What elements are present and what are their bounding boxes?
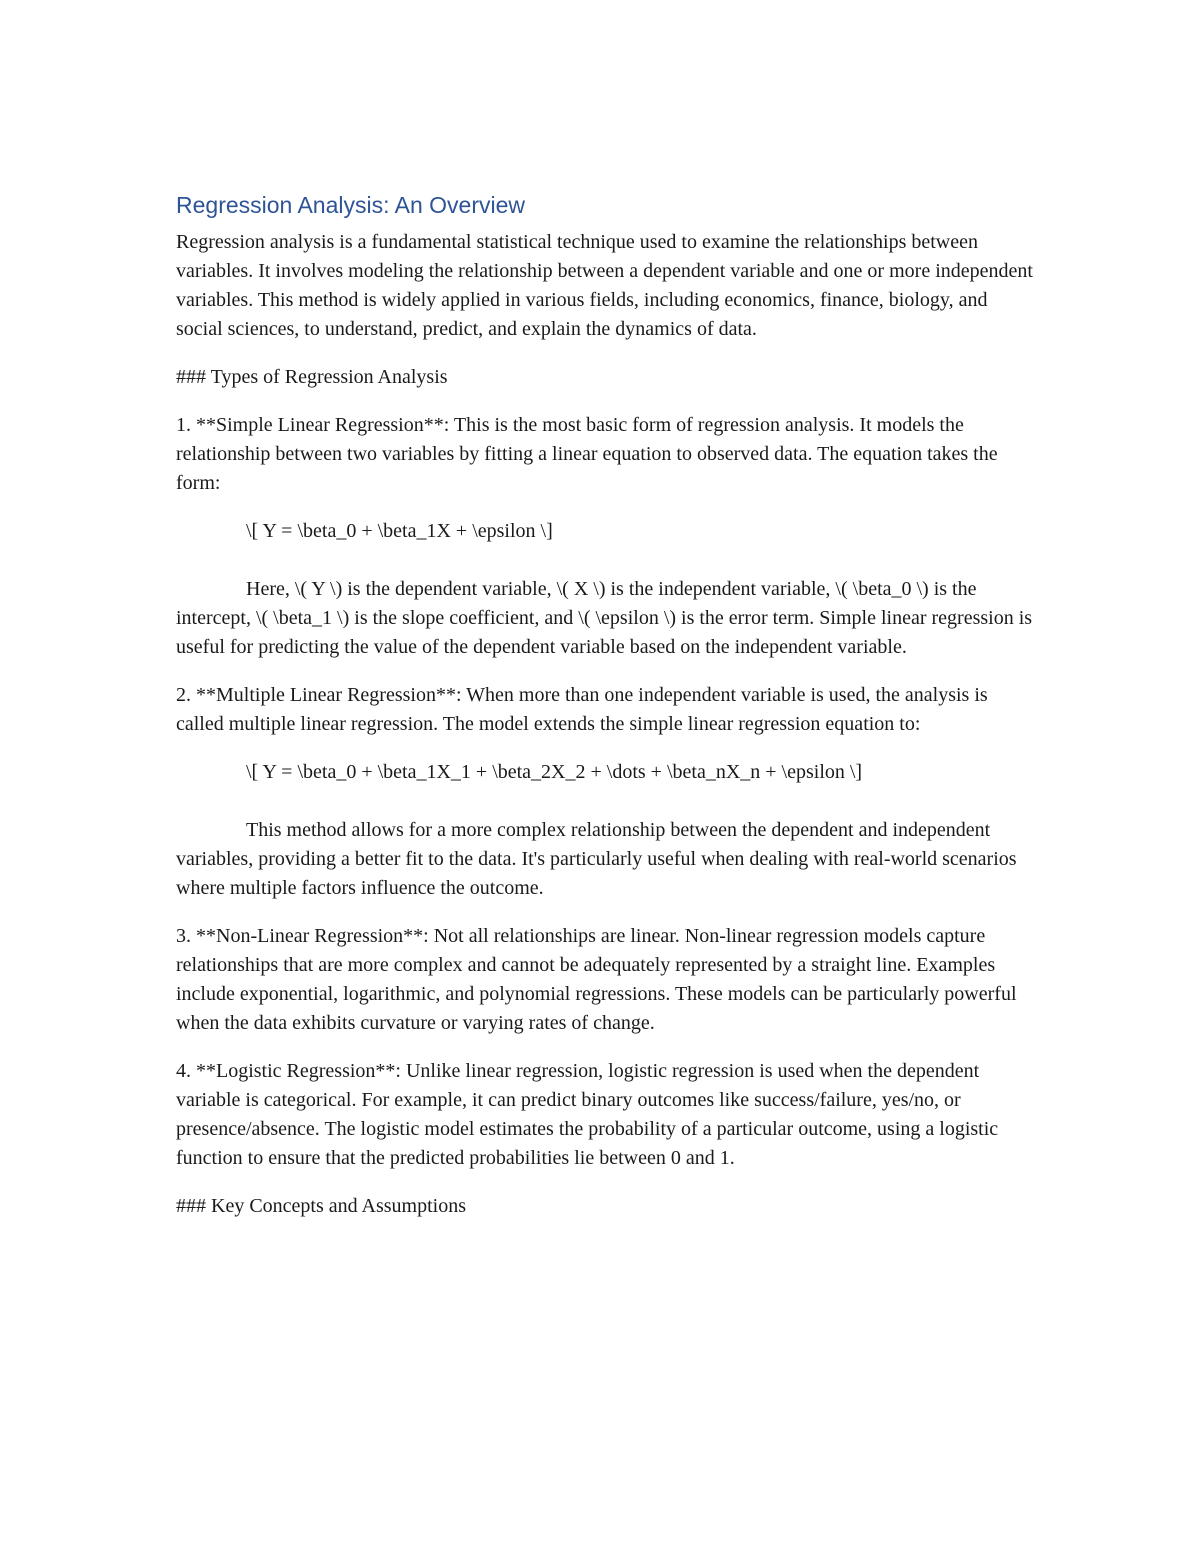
explanation-simple-linear: Here, \( Y \) is the dependent variable, \( X \) is the independent variable, \( \beta_0 \) is the intercept, \( \beta_1 \) is the slope coefficient, and \( \epsilon \) is the error term. Simple linear regression is useful for predicting the value of the dependent variable based on the independent variable.	[176, 578, 1033, 658]
list-item-logistic: 4. **Logistic Regression**: Unlike linear regression, logistic regression is used when the dependent variable is categorical. For example, it can predict binary outcomes like success/failure, yes/no, or presence/absence. The logistic model estimates the probability of a particular outcome, using a logistic function to ensure that the predicted probabilities lie between 0 and 1.	[176, 1060, 999, 1169]
section-heading-concepts: ### Key Concepts and Assumptions	[176, 1195, 466, 1217]
document-body	[176, 188, 1036, 1240]
list-item-multiple-linear: 2. **Multiple Linear Regression**: When more than one independent variable is used, the analysis is called multiple linear regression. The model extends the simple linear regression equation to:	[176, 684, 988, 735]
explanation-multiple-linear: This method allows for a more complex relationship between the dependent and independent variables, providing a better fit to the data. It's particularly useful when dealing with real-world scenarios where multiple factors influence the outcome.	[176, 819, 1017, 899]
intro-paragraph: Regression analysis is a fundamental statistical technique used to examine the relationships between variables. It involves modeling the relationship between a dependent variable and one or more independent variables. This method is widely applied in various fields, including economics, finance, biology, and social sciences, to understand, predict, and explain the dynamics of data.	[176, 231, 1033, 340]
section-heading-types: ### Types of Regression Analysis	[176, 366, 448, 388]
list-item-non-linear: 3. **Non-Linear Regression**: Not all relationships are linear. Non-linear regression models capture relationships that are more complex and cannot be adequately represented by a straight line. Examples include exponential, logarithmic, and polynomial regressions. These models can be particularly powerful when the data exhibits curvature or varying rates of change.	[176, 925, 1017, 1034]
list-item-simple-linear: 1. **Simple Linear Regression**: This is the most basic form of regression analysis. It models the relationship between two variables by fitting a linear equation to observed data. The equation takes the form:	[176, 414, 998, 494]
equation-multiple-linear: \[ Y = \beta_0 + \beta_1X_1 + \beta_2X_2 + \dots + \beta_nX_n + \epsilon \]	[246, 761, 863, 783]
page-title: Regression Analysis: An Overview	[176, 192, 525, 218]
equation-simple-linear: \[ Y = \beta_0 + \beta_1X + \epsilon \]	[246, 520, 553, 542]
